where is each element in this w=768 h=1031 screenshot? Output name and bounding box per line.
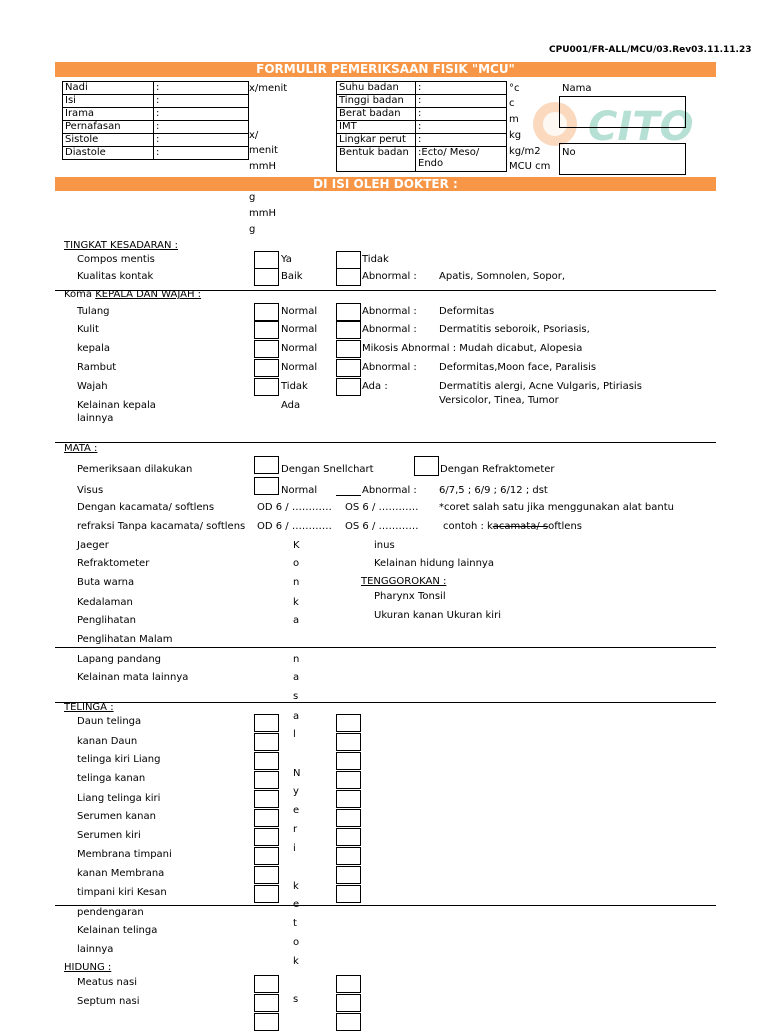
row-label: Serumen kanan [77, 811, 156, 822]
vital-label: Pernafasan [63, 121, 154, 134]
checkbox-normal[interactable] [254, 303, 279, 321]
checkbox[interactable] [336, 828, 361, 846]
checkbox[interactable] [254, 714, 279, 732]
checkbox-abnormal[interactable] [336, 303, 361, 321]
unit-label: m [509, 114, 519, 125]
unit-label: mmH [249, 208, 277, 219]
vital-value-field[interactable]: : [154, 134, 249, 147]
abnormal-note: Apatis, Somnolen, Sopor, [439, 271, 566, 282]
checkbox-ada[interactable] [336, 378, 361, 396]
od-field[interactable]: OD 6 / ………… [257, 502, 332, 513]
vertical-letter: k [293, 881, 299, 892]
abnormal-note: Deformitas [439, 306, 495, 317]
vertical-letter: n [293, 654, 300, 665]
table-row [63, 134, 249, 147]
checkbox[interactable] [254, 809, 279, 827]
unit-label: x/ [249, 130, 259, 141]
unit-label: g [249, 224, 256, 235]
table-row [337, 134, 507, 147]
checkbox-baik[interactable] [254, 268, 279, 286]
checkbox[interactable] [336, 994, 361, 1012]
row-label: Daun telinga [77, 716, 142, 727]
checkbox-abnormal[interactable] [336, 359, 361, 377]
row-label: Membrana timpani [77, 849, 172, 860]
checkbox-tidak[interactable] [254, 378, 279, 396]
kepala-heading-line [64, 289, 201, 301]
document-code: CPU001/FR-ALL/MCU/03.Rev03.11.11.23 [549, 45, 752, 55]
vital-label: Berat badan [337, 108, 416, 121]
vital-label: Irama [63, 108, 154, 121]
vital-label: Tinggi badan [337, 95, 416, 108]
row-label: Pemeriksaan dilakukan [77, 464, 193, 475]
row-label: Jaeger [77, 540, 109, 551]
od-field[interactable]: OD 6 / ………… [257, 521, 332, 532]
vertical-letter: y [293, 786, 299, 797]
vitals-left-table [62, 81, 249, 160]
checkbox[interactable] [336, 1013, 361, 1031]
checkbox-normal[interactable] [254, 359, 279, 377]
checkbox[interactable] [254, 733, 279, 751]
checkbox[interactable] [336, 790, 361, 808]
table-row [337, 147, 507, 172]
vertical-letter: a [293, 711, 300, 722]
row-label: Kelainan mata lainnya [77, 672, 189, 683]
option-label: Ada [281, 400, 301, 411]
nama-label: Nama [562, 83, 592, 94]
vital-value-field[interactable]: : [416, 95, 507, 108]
checkbox[interactable] [254, 771, 279, 789]
option-label: Normal [281, 306, 318, 317]
vital-value-field[interactable]: : [416, 121, 507, 134]
checkbox-normal[interactable] [254, 477, 279, 495]
row-label: kepala [77, 343, 110, 354]
divider [55, 905, 716, 906]
contoh-post: oftlens [548, 521, 582, 532]
row-label: Kelainan kepala [77, 400, 156, 411]
table-row [63, 147, 249, 160]
row-label: Buta warna [77, 577, 135, 588]
unit-label: menit [249, 145, 278, 156]
divider [55, 442, 716, 443]
checkbox[interactable] [254, 975, 279, 993]
row-label: Septum nasi [77, 996, 140, 1007]
checkbox[interactable] [336, 733, 361, 751]
row-label: Refraktometer [77, 558, 150, 569]
table-row [337, 108, 507, 121]
abnormal-note: Dermatitis alergi, Acne Vulgaris, Ptiriasis [439, 381, 642, 392]
row-label: lainnya [77, 944, 114, 955]
doctor-section-band: DI ISI OLEH DOKTER : [55, 177, 716, 191]
vital-label: Bentuk badan [337, 147, 416, 172]
divider [55, 702, 716, 703]
checkbox-normal[interactable] [254, 340, 279, 358]
table-row [337, 82, 507, 95]
no-label: No [562, 147, 576, 158]
abnormal-note-cont: Versicolor, Tinea, Tumor [439, 395, 559, 406]
checkbox-abnormal[interactable] [336, 321, 361, 339]
vertical-letter: a [293, 615, 300, 626]
vital-value-field[interactable]: : [416, 134, 507, 147]
table-row [63, 108, 249, 121]
vital-label: Sistole [63, 134, 154, 147]
row-label: timpani kiri Kesan [77, 887, 167, 898]
row-label: kanan Daun [77, 736, 138, 747]
checkbox[interactable] [254, 847, 279, 865]
row-label: Tulang [77, 306, 110, 317]
logo-text: CITO [588, 104, 694, 150]
vertical-letter: o [293, 558, 300, 569]
os-field[interactable]: OS 6 / ………… [345, 502, 419, 513]
vertical-letter: r [293, 824, 298, 835]
table-row [63, 82, 249, 95]
checkbox-tidak[interactable] [336, 251, 361, 269]
vital-value-field[interactable]: : [154, 121, 249, 134]
unit-label: kg/m2 [509, 146, 541, 157]
row-label: Liang telinga kiri [77, 793, 161, 804]
contoh-pre: contoh : k [443, 521, 493, 532]
row-label: Lapang pandang [77, 654, 162, 665]
checkbox[interactable] [336, 771, 361, 789]
telinga-heading: TELINGA : [64, 702, 114, 713]
checkbox-snellchart[interactable] [254, 456, 279, 474]
text: Pharynx Tonsil [374, 591, 446, 602]
table-row [337, 95, 507, 108]
checkbox[interactable] [254, 828, 279, 846]
checkbox[interactable] [336, 885, 361, 903]
checkbox[interactable] [254, 994, 279, 1012]
vital-label: Lingkar perut [337, 134, 416, 147]
row-label: Meatus nasi [77, 977, 138, 988]
checkbox[interactable] [254, 790, 279, 808]
checkbox[interactable] [336, 975, 361, 993]
row-label: Serumen kiri [77, 830, 141, 841]
vertical-letter: s [293, 994, 299, 1005]
unit-label: MCU cm [509, 161, 551, 172]
row-label: refraksi Tanpa kacamata/ softlens [77, 521, 246, 532]
vertical-letter: k [293, 597, 299, 608]
text: inus [374, 540, 395, 551]
table-row [337, 121, 507, 134]
unit-label: x/menit [249, 83, 288, 94]
vital-label: Suhu badan [337, 82, 416, 95]
vital-value-field[interactable]: : [154, 95, 249, 108]
option-label: Normal [281, 485, 318, 496]
mata-heading: MATA : [64, 443, 98, 454]
row-label: telinga kanan [77, 773, 146, 784]
option-label: Dengan Refraktometer [440, 464, 555, 475]
checkbox[interactable] [336, 847, 361, 865]
option-label: Normal [281, 324, 318, 335]
table-row [63, 121, 249, 134]
option-label: Dengan Snellchart [281, 464, 374, 475]
row-label: Rambut [77, 362, 117, 373]
vertical-letter: i [293, 843, 296, 854]
checkbox[interactable] [254, 752, 279, 770]
vital-label: IMT [337, 121, 416, 134]
hidung-heading: HIDUNG : [64, 962, 112, 973]
checkbox-ya[interactable] [254, 251, 279, 269]
checkbox[interactable] [336, 714, 361, 732]
coret-note: *coret salah satu jika menggunakan alat bantu [439, 502, 674, 513]
option-label: Abnormal : [362, 271, 417, 282]
row-label: Kedalaman [77, 597, 133, 608]
vitals-right-table [336, 81, 507, 172]
row-label: Wajah [77, 381, 108, 392]
checkbox[interactable] [336, 752, 361, 770]
unit-label: g [249, 192, 256, 203]
option-label: Abnormal : [362, 324, 417, 335]
checkbox[interactable] [254, 866, 279, 884]
abnormal-note: 6/7,5 ; 6/9 ; 6/12 ; dst [439, 485, 548, 496]
vertical-letter: t [293, 918, 297, 929]
vital-value-field[interactable]: : [416, 108, 507, 121]
option-label: Ada : [362, 381, 388, 392]
os-field[interactable]: OS 6 / ………… [345, 521, 419, 532]
kesadaran-heading: TINGKAT KESADARAN : [64, 240, 179, 251]
row-label: Kelainan telinga [77, 925, 158, 936]
abnormal-note: Dermatitis seboroik, Psoriasis, [439, 324, 590, 335]
row-label: Kualitas kontak [77, 271, 154, 282]
text: Kelainan hidung lainnya [374, 558, 494, 569]
vertical-letter: e [293, 899, 300, 910]
vital-value-field[interactable]: : [154, 147, 249, 160]
option-label: Abnormal : [362, 362, 417, 373]
kepala-heading: KEPALA DAN WAJAH : [95, 289, 202, 300]
form-title: FORMULIR PEMERIKSAAN FISIK "MCU" [55, 62, 716, 77]
row-label: Compos mentis [77, 254, 155, 265]
contoh-note [443, 521, 582, 533]
checkbox[interactable] [254, 1013, 279, 1031]
row-label: kanan Membrana [77, 868, 165, 879]
table-row [63, 95, 249, 108]
option-label: Ya [281, 254, 292, 265]
checkbox-refraktometer[interactable] [414, 456, 439, 476]
vertical-letter: k [293, 956, 299, 967]
vertical-letter: s [293, 691, 299, 702]
row-label: telinga kiri Liang [77, 754, 161, 765]
checkbox-abnormal[interactable] [336, 268, 361, 286]
vertical-letter: o [293, 937, 300, 948]
checkbox-normal[interactable] [254, 321, 279, 339]
koma-text: Koma [64, 289, 93, 300]
row-label: Visus [77, 485, 104, 496]
checkbox[interactable] [254, 885, 279, 903]
checkbox[interactable] [336, 866, 361, 884]
vital-label: Isi [63, 95, 154, 108]
option-label: Baik [281, 271, 303, 282]
unit-label: mmH [249, 161, 277, 172]
vital-value-field[interactable]: : [154, 82, 249, 95]
abnormal-note: Deformitas,Moon face, Paralisis [439, 362, 597, 373]
unit-label: c [509, 98, 515, 109]
checkbox[interactable] [336, 809, 361, 827]
divider [55, 647, 716, 648]
option-label: Normal [281, 343, 318, 354]
option-label: Tidak [362, 254, 389, 265]
contoh-strike: acamata/ s [492, 521, 549, 532]
tenggorokan-heading: TENGGOROKAN : [361, 576, 447, 587]
vertical-letter: l [293, 729, 296, 740]
row-label: Dengan kacamata/ softlens [77, 502, 215, 513]
vital-value-field[interactable]: : [416, 82, 507, 95]
vital-value-field[interactable]: : [154, 108, 249, 121]
row-label: lainnya [77, 413, 114, 424]
row-label: Penglihatan Malam [77, 634, 173, 645]
vital-label: Diastole [63, 147, 154, 160]
option-label: Mikosis Abnormal : Mudah dicabut, Alopesia [362, 343, 583, 354]
row-label: Penglihatan [77, 615, 136, 626]
unit-label: kg [509, 130, 522, 141]
row-label: Kulit [77, 324, 99, 335]
checkbox-mikosis[interactable] [336, 340, 361, 358]
option-label: Abnormal : [362, 306, 417, 317]
nama-field[interactable] [559, 96, 686, 128]
text: Ukuran kanan Ukuran kiri [374, 610, 501, 621]
vertical-letter: N [293, 768, 301, 779]
vertical-letter: n [293, 577, 300, 588]
vertical-letter: K [293, 540, 300, 551]
vital-label: Nadi [63, 82, 154, 95]
row-label: pendengaran [77, 907, 144, 918]
unit-label: °c [509, 83, 520, 94]
vertical-letter: a [293, 672, 300, 683]
vertical-letter: e [293, 805, 300, 816]
option-label: Tidak [281, 381, 308, 392]
no-field[interactable] [559, 143, 686, 175]
underline-blank [336, 495, 361, 496]
vital-value-field[interactable]: :Ecto/ Meso/ Endo [416, 147, 507, 172]
option-label: Abnormal : [362, 485, 417, 496]
option-label: Normal [281, 362, 318, 373]
